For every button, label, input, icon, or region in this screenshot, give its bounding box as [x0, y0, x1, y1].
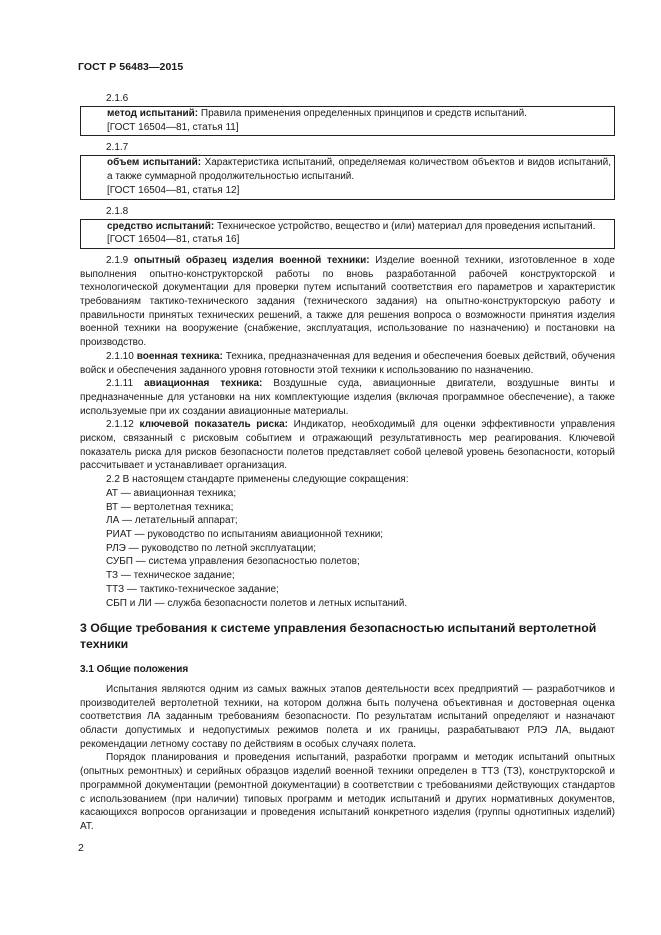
section-title: 3 Общие требования к системе управления безопасностью испытаний вертолетной техники	[80, 621, 597, 651]
definition-paragraph	[80, 418, 615, 473]
definition-term: опытный образец изделия военной техники:	[133, 254, 370, 266]
term-source: [ГОСТ 16504—81, статья 16]	[107, 234, 240, 246]
definition-number: 2.1.12	[106, 419, 140, 431]
term-name: средство испытаний:	[107, 220, 215, 232]
definition-text: Индикатор, необходимый для оценки эффективности управления риском, связанный с рисковым событием и отражающий результативность мер реагирования. Ключевой показатель риска для рисков безопасности полетов представляет собой целевой уровень безопасности, который рассчитывает и устанавливает организация.	[80, 419, 615, 472]
abbreviation-item: ЛА — летательный аппарат;	[106, 515, 238, 527]
term-box	[80, 106, 615, 136]
document-body	[80, 92, 615, 834]
subsection-title: 3.1 Общие положения	[80, 664, 189, 676]
abbreviation-item: РИАТ — руководство по испытаниям авиационной техники;	[106, 528, 384, 540]
definition-paragraph	[80, 254, 615, 350]
abbreviation-item: СУБП — система управления безопасностью полетов;	[106, 556, 360, 568]
term-text: Правила применения определенных принципов и средств испытаний.	[198, 108, 527, 119]
term-name: метод испытаний:	[107, 108, 199, 119]
abbreviations-intro: 2.2 В настоящем стандарте применены следующие сокращения:	[106, 474, 409, 486]
term-source: [ГОСТ 16504—81, статья 12]	[107, 184, 240, 196]
definition-text: Воздушные суда, авиационные двигатели, воздушные винты и предназначенные для установки на них комплектующие изделия (включая программное обеспечение), а также используемые при их создании авиационные материалы.	[80, 378, 615, 417]
document-header: ГОСТ Р 56483—2015	[78, 61, 184, 73]
definition-paragraph	[80, 377, 615, 418]
abbreviations-list	[80, 487, 615, 610]
body-paragraph: Порядок планирования и проведения испытаний, разработки программ и методик испытаний опытных (опытных ремонтных) и серийных образцов изделий военной техники определен в ТТЗ (ТЗ), конструкторской и программной документации (ремонтной документации) в соответствии с требованиями действующих стандартов с использованием (при наличии) типовых программ и методик испытаний и других нормативных документов, касающихся вопросов организации и проведения испытаний конкретного изделия (группы однотипных изделий) АТ.	[80, 752, 615, 832]
definition-number: 2.1.11	[106, 378, 145, 390]
term-name: объем испытаний:	[107, 157, 202, 169]
definition-paragraph	[80, 350, 615, 377]
definition-text: Изделие военной техники, изготовленное в ходе выполнения опытно-конструкторской работы по вновь разработанной рабочей конструкторской и технологической документации для проверки путем испытаний соответствия его параметров и характеристик требованиям тактико-технического задания (технического задания) на опытно-конструкторскую работу и правильности принятых технических решений, а также для решения вопроса о возможности принятия изделия военной техники на вооружение (снабжение, эксплуатация, использование по назначению) и постановки на производство.	[80, 254, 615, 349]
definition-term: военная техника:	[136, 350, 223, 362]
definition-number: 2.1.9	[106, 254, 134, 266]
abbreviation-item: ТТЗ — тактико-техническое задание;	[106, 583, 279, 595]
body-paragraph: Испытания являются одним из самых важных этапов деятельности всех предприятий — разработчиков и производителей вертолетной техники, на котором должна быть получена объективная и достоверная оценка соответствия ЛА заданным требованиям безопасности. По результатам испытаний определяют и назначают области допустимых и недопустимых режимов полета и их границы, разрабатывают РЛЭ ЛА, выдают рекомендации летному составу по действиям в особых случаях полета.	[80, 683, 615, 750]
abbreviation-item: ВТ — вертолетная техника;	[106, 501, 234, 513]
definition-term: авиационная техника:	[144, 378, 263, 390]
abbreviation-item: РЛЭ — руководство по летной эксплуатации;	[106, 542, 317, 554]
abbreviation-item: СБП и ЛИ — служба безопасности полетов и летных испытаний.	[106, 597, 408, 609]
definition-number: 2.1.10	[106, 350, 137, 362]
term-definition	[107, 220, 611, 234]
term-definition	[107, 156, 611, 183]
page-number: 2	[78, 842, 84, 854]
term-number: 2.1.6	[106, 93, 129, 104]
definition-term: ключевой показатель риска:	[139, 419, 289, 431]
term-box	[80, 219, 615, 249]
abbreviation-item: ТЗ — техническое задание;	[106, 570, 235, 582]
term-box	[80, 155, 615, 199]
term-definition	[107, 107, 611, 121]
term-text: Характеристика испытаний, определяемая количеством объектов и видов испытаний, а также суммарной продолжительностью испытаний.	[107, 157, 611, 183]
term-source: [ГОСТ 16504—81, статья 11]	[107, 121, 239, 133]
term-number: 2.1.7	[106, 142, 129, 154]
term-text: Техническое устройство, вещество и (или) материал для проведения испытаний.	[214, 220, 596, 232]
term-number: 2.1.8	[106, 205, 129, 217]
abbreviation-item: АТ — авиационная техника;	[106, 487, 237, 499]
definition-text: Техника, предназначенная для ведения и обеспечения боевых действий, обучения войск и обеспечения заданного уровня готовности этой техники к использованию по назначению.	[80, 350, 615, 376]
